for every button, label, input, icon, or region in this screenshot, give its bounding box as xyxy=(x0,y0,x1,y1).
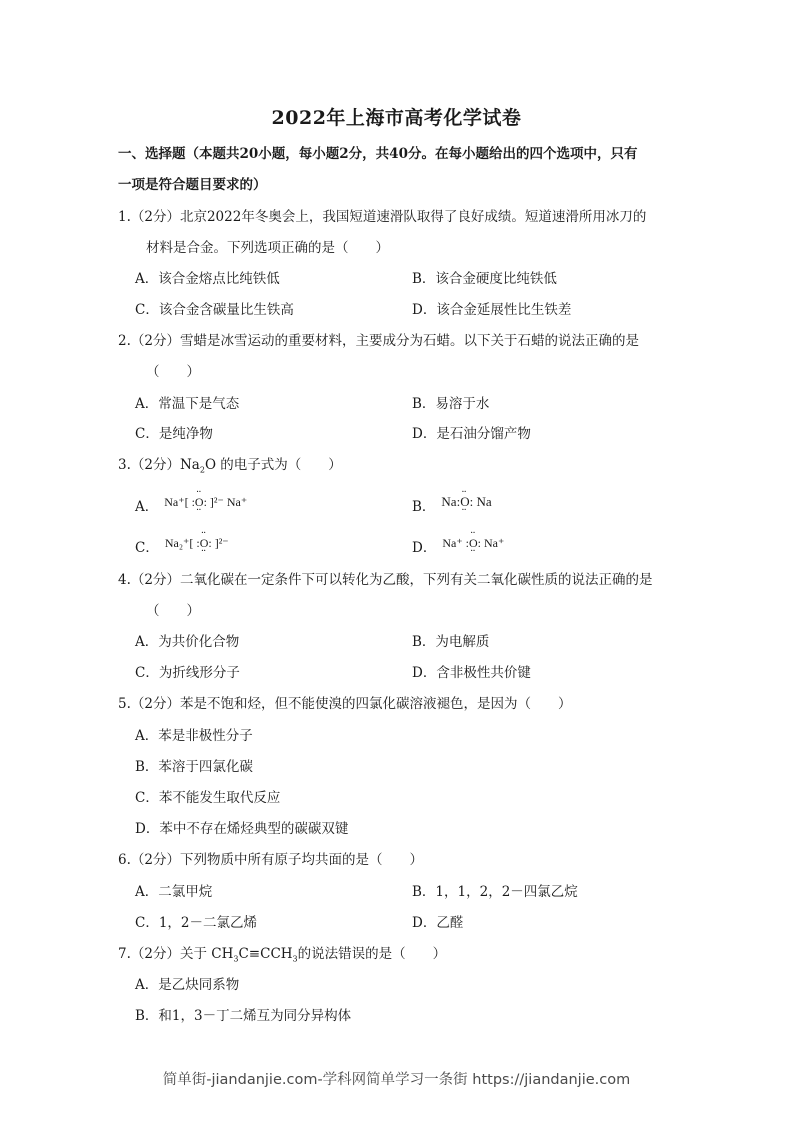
question-7-option-b: B．和1，3－丁二烯互为同分异构体 xyxy=(135,1008,352,1024)
formula-oxygen: ·· O ·· xyxy=(460,492,469,512)
formula-left: Na: xyxy=(441,493,461,509)
question-5-option-c: C．苯不能发生取代反应 xyxy=(135,790,281,806)
option-label: B． xyxy=(412,499,436,515)
question-3-option-a xyxy=(135,494,248,518)
electron-formula-c xyxy=(165,533,229,553)
question-7-option-a: A．是乙炔同系物 xyxy=(135,977,240,993)
question-7-stem-sub2: 3 xyxy=(292,954,298,964)
electron-formula-d xyxy=(442,533,504,553)
question-4-option-a: A．为共价化合物 xyxy=(135,634,240,650)
question-4-stem: 4.（2分）二氧化碳在一定条件下可以转化为乙酸，下列有关二氧化碳性质的说法正确的是 xyxy=(118,572,653,588)
section-header-line2: 一项是符合题目要求的） xyxy=(118,177,267,193)
question-6-stem: 6.（2分）下列物质中所有原子均共面的是（ ） xyxy=(118,852,423,868)
formula-left: Na⁺ : xyxy=(442,535,469,550)
question-7-stem-mid: C≡CCH xyxy=(238,946,293,962)
question-3-option-b xyxy=(412,493,492,518)
question-5-stem: 5.（2分）苯是不饱和烃，但不能使溴的四氯化碳溶液褪色，是因为（ ） xyxy=(118,696,572,712)
question-2-option-b: B．易溶于水 xyxy=(412,396,490,412)
question-3-option-c xyxy=(135,535,229,559)
section-header-line1: 一、选择题（本题共20小题，每小题2分，共40分。在每小题给出的四个选项中，只有 xyxy=(118,146,638,162)
question-6-option-c: C．1，2－二氯乙烯 xyxy=(135,915,258,931)
question-3-stem xyxy=(118,455,342,481)
question-4-option-c: C．为折线形分子 xyxy=(135,665,240,681)
question-7-stem-post: 的说法错误的是（ ） xyxy=(297,946,447,962)
formula-left: Na⁺[ : xyxy=(164,494,195,509)
question-7-stem-pre: 7.（2分）关于 CH xyxy=(118,946,234,962)
question-6-option-a: A．二氯甲烷 xyxy=(135,884,213,900)
question-3-stem-pre: 3.（2分）Na xyxy=(118,457,200,473)
question-3-stem-sub: 2 xyxy=(199,465,205,475)
question-7-stem-sub1: 3 xyxy=(233,954,239,964)
question-1-option-a: A．该合金熔点比纯铁低 xyxy=(135,271,280,287)
question-4-stem-cont: （ ） xyxy=(146,603,200,619)
watermark-footer: 简单街-jiandanjie.com-学科网简单学习一条街 https://jiandanjie.com xyxy=(162,1072,631,1088)
question-7-stem xyxy=(118,944,446,970)
question-6-option-b: B．1，1，2，2－四氯乙烷 xyxy=(412,884,578,900)
electron-formula-a xyxy=(164,492,247,512)
question-2-stem: 2.（2分）雪蜡是冰雪运动的重要材料，主要成分为石蜡。以下关于石蜡的说法正确的是 xyxy=(118,333,639,349)
question-1-option-d: D．该合金延展性比生铁差 xyxy=(412,302,572,318)
question-2-option-d: D．是石油分馏产物 xyxy=(412,426,531,442)
section-header xyxy=(118,139,688,201)
question-5-option-d: D．苯中不存在烯烃典型的碳碳双键 xyxy=(135,821,349,837)
formula-right: : ]²⁻ Na⁺ xyxy=(203,494,248,509)
page-title: 2022年上海市高考化学试卷 xyxy=(271,107,522,129)
option-label: D． xyxy=(412,540,437,556)
question-2-option-a: A．常温下是气态 xyxy=(135,396,240,412)
question-1-option-c: C．该合金含碳量比生铁高 xyxy=(135,302,294,318)
formula-right: : Na⁺ xyxy=(477,535,505,550)
question-4-option-d: D．含非极性共价键 xyxy=(412,665,531,681)
question-1-option-b: B．该合金硬度比纯铁低 xyxy=(412,271,557,287)
question-4-option-b: B．为电解质 xyxy=(412,634,490,650)
formula-oxygen: ·· O ·· xyxy=(200,533,209,553)
option-label: A． xyxy=(135,499,159,515)
question-5-option-a: A．苯是非极性分子 xyxy=(135,728,253,744)
question-1-stem-cont: 材料是合金。下列选项正确的是（ ） xyxy=(146,240,389,256)
option-label: C． xyxy=(135,540,159,556)
formula-left: Na₂⁺[ : xyxy=(164,535,200,550)
question-1-stem: 1.（2分）北京2022年冬奥会上，我国短道速滑队取得了良好成绩。短道速滑所用冰刀的 xyxy=(118,209,647,225)
electron-formula-b xyxy=(441,492,491,512)
question-3-stem-post: O 的电子式为（ ） xyxy=(204,457,342,473)
question-5-option-b: B．苯溶于四氯化碳 xyxy=(135,759,253,775)
formula-oxygen: ·· O ·· xyxy=(469,533,478,553)
question-2-option-c: C．是纯净物 xyxy=(135,426,213,442)
formula-right: : Na xyxy=(469,493,492,509)
formula-right: : ]²⁻ xyxy=(208,535,229,550)
question-6-option-d: D．乙醛 xyxy=(412,915,464,931)
question-3-option-d xyxy=(412,535,505,559)
formula-oxygen: ·· O ·· xyxy=(195,492,204,512)
question-2-stem-cont: （ ） xyxy=(146,364,200,380)
